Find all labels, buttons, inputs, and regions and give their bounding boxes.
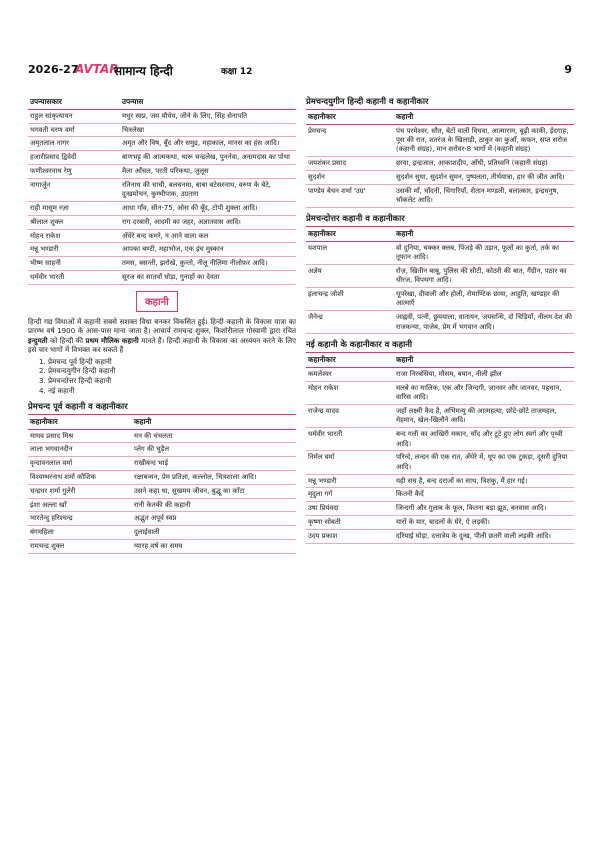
table-row (306, 288, 574, 311)
upanyas-table (28, 95, 296, 285)
author-cell: नागार्जुन (28, 178, 120, 201)
work-cell: रानी केतकी की कहानी (132, 498, 296, 512)
author-cell: विश्वम्भरनाथ शर्मा कौशिक (28, 471, 132, 485)
author-cell: फणीश्वरनाथ रेणु (28, 165, 120, 179)
table-row (28, 165, 296, 179)
work-cell: मैला आँचल, परती परिकथा, जुलूस (120, 165, 296, 179)
brand-logo: AVTAR (75, 62, 119, 76)
work-cell: ग्यारह वर्ष का समय (132, 540, 296, 554)
table-row (28, 137, 296, 151)
work-cell: बाणभट्ट की आत्मकथा, चारू चन्द्रलेख, पुनर्नवा, अनामदास का पोथा (120, 151, 296, 165)
work-cell: जिन्दगी और गुलाब के फूल, कितना बड़ा झूठ, बनवास आदि। (394, 502, 574, 516)
work-cell: अद्भुत अपूर्व स्वप्न (132, 512, 296, 526)
work-cell: अँधेरे बन्द कमरे, न आने वाला कल (120, 229, 296, 243)
table-header-row (306, 353, 574, 367)
list-item: 1. प्रेमचन्द पूर्व हिन्दी कहानी (48, 357, 296, 367)
table-row (28, 540, 296, 554)
column-header: कहानी (394, 227, 574, 241)
table-row (306, 382, 574, 405)
work-cell: रक्षाबन्धन, प्रेम प्रतिज्ञा, कल्लोल, चित्रशाला आदि। (132, 471, 296, 485)
table-row (306, 474, 574, 488)
author-cell: मोहन राकेश (28, 229, 120, 243)
table-row (28, 484, 296, 498)
first-original-story-label: प्रथम मौलिक कहानी (85, 335, 139, 345)
left-column (28, 95, 296, 554)
author-cell: माधव प्रसाद मिश्र (28, 429, 132, 443)
work-cell: राग दरबारी, आदमी का जहर, अज्ञातवास आदि। (120, 215, 296, 229)
author-cell: भगवती चरण वर्मा (28, 123, 120, 137)
work-cell: परिन्दे, लन्दन की एक रात, अँधेरे में, धूप का एक टुकड़ा, दूसरी दुनिया आदि। (394, 451, 574, 474)
table-row (28, 229, 296, 243)
author-cell: अमृतलाल नागर (28, 137, 120, 151)
section-heading-purv: प्रेमचन्द पूर्व कहानी व कहानीकार (28, 400, 296, 415)
work-cell: चित्रलेखा (120, 123, 296, 137)
author-cell: बंगमहिला (28, 526, 132, 540)
class-label: कक्षा 12 (221, 67, 253, 77)
table-row (306, 124, 574, 156)
list-item: 4. नई कहानी (48, 386, 296, 396)
table-row (306, 184, 574, 207)
table-row (28, 271, 296, 285)
work-cell: तमस, बसन्ती, झरोखे, कुन्तो, नीलू नीलिमा नीलोफ़र आदि। (120, 257, 296, 271)
right-column (306, 95, 574, 544)
kahani-phases-list (28, 357, 296, 396)
table-row (28, 151, 296, 165)
author-cell: प्रेमचन्द (306, 124, 394, 156)
table-row (306, 502, 574, 516)
author-cell: यशपाल (306, 241, 394, 264)
author-cell: हजारीप्रसाद द्विवेदी (28, 151, 120, 165)
table-row (28, 109, 296, 123)
table-header-row (306, 227, 574, 241)
work-cell: पंच परमेश्वर, सौत, बेटों वाली विधवा, आत्माराम, बूढ़ी काकी, ईदगाह, पूस की रात, शतरंज के खिलाड़ी, ठाकुर का कुआँ, कफन, सप्त सरोज (कहानी संग्रह), मान सरोवर-8 भागों में (कहानी संग्रह) (394, 124, 574, 156)
work-cell: सुदर्शन सुधा, सुदर्शन सुमन, पुष्पलता, तीर्थयात्रा, हार की जीत आदि। (394, 171, 574, 185)
work-cell: रतिनाथ की चाची, बलचनमा, बाबा बटेसरनाथ, वरुण के बेटे, दुःखमोचन, कुम्भीपाक, उग्रतारा (120, 178, 296, 201)
author-cell: लाला भगवानदीन (28, 443, 132, 457)
table-header-row (28, 95, 296, 109)
author-cell: भीष्म साहनी (28, 257, 120, 271)
work-cell: मलबे का मालिक, एक और जिन्दगी, जानवर और जानवर, पहचान, वारिस आदि। (394, 382, 574, 405)
author-cell: मन्नू भण्डारी (28, 243, 120, 257)
table-header-row (28, 415, 296, 429)
author-cell: जैनेन्द्र (306, 311, 394, 334)
work-cell: दुलाईवाली (132, 526, 296, 540)
work-cell: दरियाई घोड़ा, दत्तात्रेय के दुःख, पीली छतरी वाली लड़की आदि। (394, 529, 574, 543)
table-row (28, 257, 296, 271)
section-heading-yugin: प्रेमचन्दयुगीन हिन्दी कहानी व कहानीकार (306, 95, 574, 110)
author-cell: अज्ञेय (306, 265, 394, 288)
author-cell: निर्मल वर्मा (306, 451, 394, 474)
page-header (28, 63, 574, 79)
work-cell: मन की चंचलता (132, 429, 296, 443)
table-row (306, 368, 574, 382)
list-item: 2. प्रेमचन्दयुगीन हिन्दी कहानी (48, 366, 296, 376)
work-cell: वो दुनिया, चक्कर क्लब, पिंजड़े की उड़ान, फूलों का कुर्ता, तर्क का तूफान आदि। (394, 241, 574, 264)
table-row (28, 471, 296, 485)
table-row (28, 457, 296, 471)
table-row (306, 488, 574, 502)
author-cell: धर्मवीर भारती (28, 271, 120, 285)
column-header: कहानी (132, 415, 296, 429)
author-cell: धर्मवीर भारती (306, 428, 394, 451)
author-cell: इंशा अल्ला खाँ (28, 498, 132, 512)
table-header-row (306, 110, 574, 124)
work-cell: प्लेग की चुड़ैल (132, 443, 296, 457)
work-cell: रोज़, खितीन बाबू, पुलिस की सीटी, कोठरी की बात, गैंग्रीन, पठार का धीरज, विपथगा आदि। (394, 265, 574, 288)
work-cell: अमृत और विष, बूँद और समुद्र, महाकाल, मानस का हंस आदि। (120, 137, 296, 151)
table-row (306, 241, 574, 264)
kahani-heading: कहानी (136, 291, 178, 312)
author-cell: रामचन्द्र शुक्ल (28, 540, 132, 554)
section-heading-nai: नई कहानी के कहानीकार व कहानी (306, 338, 574, 353)
work-cell: उसकी माँ, चाँदनी, चिंगारियाँ, शैतान मण्डली, बलात्कार, इन्द्रधनुष, चॉकलेट आदि। (394, 184, 574, 207)
author-cell: मन्नू भण्डारी (306, 474, 394, 488)
work-cell: आपका बण्टी, महाभोज, एक इंच मुस्कान (120, 243, 296, 257)
author-cell: मृदुला गर्ग (306, 488, 394, 502)
yugin-table (306, 110, 574, 208)
first-story-name: इन्दुमती (28, 335, 48, 345)
table-row (28, 512, 296, 526)
purv-table (28, 415, 296, 554)
section-heading-uttar: प्रेमचन्दोत्तर कहानी व कहानीकार (306, 212, 574, 227)
work-cell: आधा गाँव, सीन-75, ओस की बूँद, टोपी शुक्ला आदि। (120, 202, 296, 216)
work-cell: यारों के यार, बादलों के घेरे, ऐ लड़की। (394, 515, 574, 529)
author-cell: मोहन राकेश (306, 382, 394, 405)
table-row (306, 451, 574, 474)
author-cell: कमलेश्वर (306, 368, 394, 382)
author-cell: कृष्णा सोबती (306, 515, 394, 529)
author-cell: सुदर्शन (306, 171, 394, 185)
kahani-intro-paragraph: हिन्दी गद्य विधाओं में कहानी सबसे सशक्त विधा बनकर विकसित हुई। हिन्दी कहानी के विकास यात्रा का प्रारम्भ वर्ष 1900 के आस-पास माना जाता है। आचार्य रामचन्द्र शुक्ल, किशोरीलाल गोस्वामी द्वारा रचित इन्दुमती को हिन्दी की प्रथम मौलिक कहानी मानते हैं। हिन्दी कहानी के विकास का अध्ययन करने के लिए इसे चार भागों में विभक्त कर सकते हैं (28, 316, 296, 355)
table-row (28, 526, 296, 540)
session-year: 2026-27 (28, 63, 79, 76)
table-row (306, 428, 574, 451)
work-cell: राखीबन्द भाई (132, 457, 296, 471)
work-cell: राजा निरबंसिया, मौसम, बयान, नीली झील (394, 368, 574, 382)
table-row (28, 123, 296, 137)
book-title: सामान्य हिन्दी (114, 64, 173, 78)
author-cell: उषा प्रियंवदा (306, 502, 394, 516)
column-header: कहानी (394, 110, 574, 124)
work-cell: जहाँ लक्ष्मी कैद है, अभिमन्यु की आत्महत्या, छोटे-छोटे ताजमहल, मेहमान, खेल-खिलौने आदि। (394, 405, 574, 428)
table-row (28, 202, 296, 216)
table-row (306, 157, 574, 171)
table-row (28, 215, 296, 229)
author-cell: इलाचन्द्र जोशी (306, 288, 394, 311)
column-header: कहानीकार (306, 110, 394, 124)
work-cell: धूपरेखा, दीवाली और होली, रोमाण्टिक छाया, आहुति, खण्डहर की आत्माएँ (394, 288, 574, 311)
author-cell: चन्द्रधर शर्मा गुलेरी (28, 484, 132, 498)
table-row (28, 178, 296, 201)
author-cell: पाण्डेय बेचन शर्मा 'उग्र' (306, 184, 394, 207)
column-header: कहानीकार (306, 227, 394, 241)
column-header: उपन्यास (120, 95, 296, 109)
column-header: कहानीकार (28, 415, 132, 429)
list-item: 3. प्रेमचन्दोत्तर हिन्दी कहानी (48, 376, 296, 386)
author-cell: राजेन्द्र यादव (306, 405, 394, 428)
uttar-table (306, 227, 574, 334)
work-cell: जाह्नवी, पत्नी, छुययाला, वातायन, जयसन्धि, दो चिड़ियाँ, नीलम देश की राजकन्या, पाजेब, प्रेम में भगवान आदि। (394, 311, 574, 334)
author-cell: राही मासूम रज़ा (28, 202, 120, 216)
table-row (306, 265, 574, 288)
work-cell: मधुर स्वप्न, जय यौधेय, जीने के लिए, सिंह सेनापति (120, 109, 296, 123)
table-row (28, 498, 296, 512)
nai-table (306, 353, 574, 543)
table-row (306, 171, 574, 185)
author-cell: श्रीलाल शुक्ल (28, 215, 120, 229)
work-cell: यही सच है, बन्द दराजों का साथ, त्रिशंकु, मैं हार गई। (394, 474, 574, 488)
table-row (28, 429, 296, 443)
column-header: कहानी (394, 353, 574, 367)
author-cell: राहुल सांकृत्यायन (28, 109, 120, 123)
table-row (306, 529, 574, 543)
table-row (306, 311, 574, 334)
table-row (28, 243, 296, 257)
author-cell: उदय प्रकाश (306, 529, 394, 543)
column-header: उपन्यासकार (28, 95, 120, 109)
table-row (28, 443, 296, 457)
author-cell: वृन्दावनलाल वर्मा (28, 457, 132, 471)
table-row (306, 515, 574, 529)
work-cell: उसने कहा था, सुखमय जीवन, बुद्धू का काँटा (132, 484, 296, 498)
column-header: कहानीकार (306, 353, 394, 367)
author-cell: भारतेन्दु हरिश्चन्द्र (28, 512, 132, 526)
work-cell: छाया, इन्द्रजाल, आकाशदीप, आँधी, प्रतिध्वनि (कहानी संग्रह) (394, 157, 574, 171)
author-cell: जयशंकर प्रसाद (306, 157, 394, 171)
work-cell: बन्द गली का आखिरी मकान, चाँद और टूटे हुए लोग स्वर्ग और पृथ्वी आदि। (394, 428, 574, 451)
work-cell: सूरज का सातवाँ घोड़ा, गुनाहों का देवता (120, 271, 296, 285)
work-cell: कितनी कैदें (394, 488, 574, 502)
table-row (306, 405, 574, 428)
page-number: 9 (564, 63, 572, 76)
